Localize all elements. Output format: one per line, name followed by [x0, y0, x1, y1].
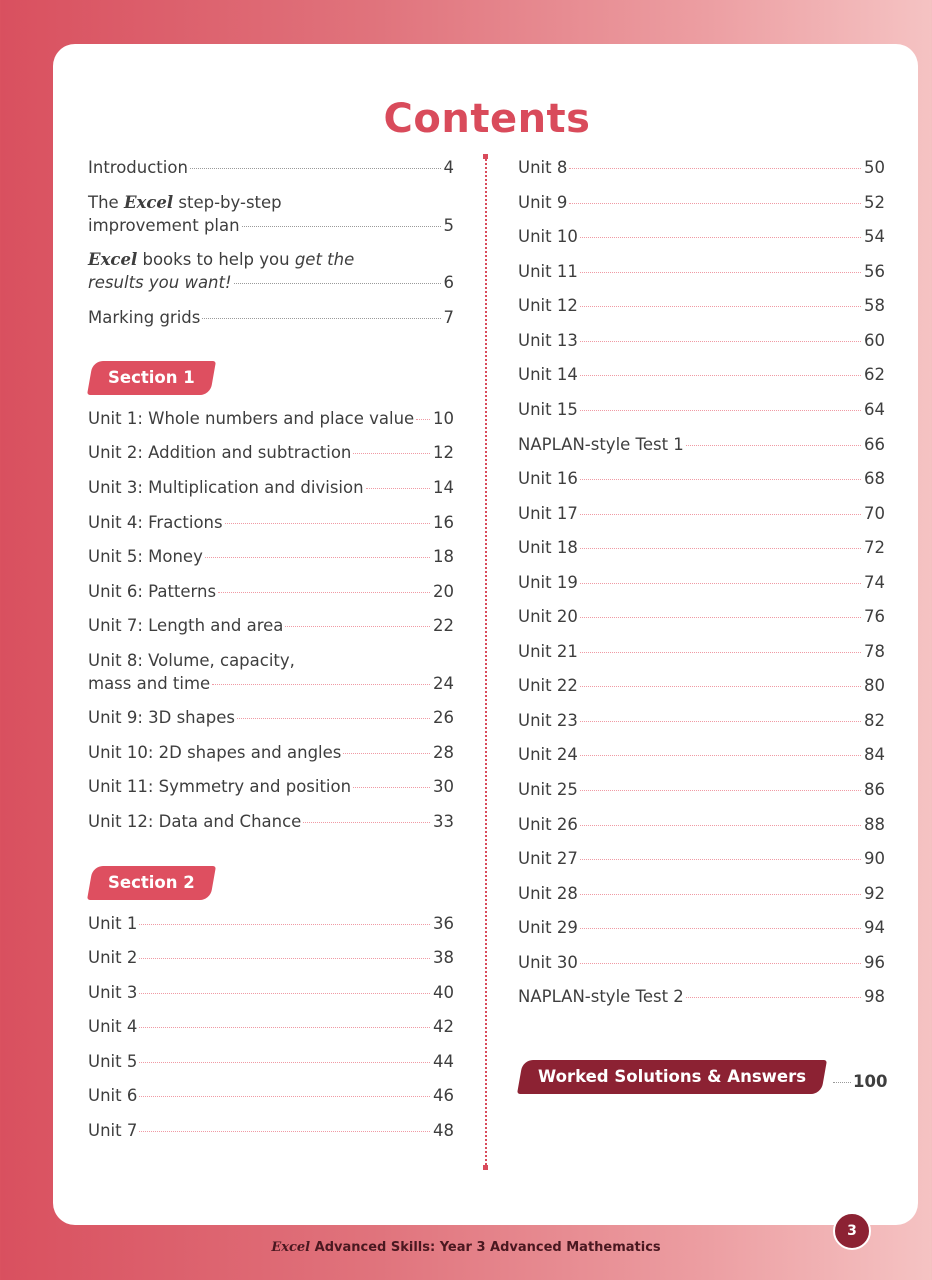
worked-solutions-page: 100 [833, 1072, 887, 1091]
toc-entry-unit-18[interactable]: Unit 18 72 [518, 538, 885, 557]
toc-entry-s1-unit-11[interactable]: Unit 11: Symmetry and position 30 [88, 777, 454, 796]
section-2-badge: Section 2 [87, 866, 216, 900]
toc-entry-improvement-plan[interactable]: The Excel step-by-step improvement plan 5 [88, 193, 454, 235]
toc-entry-s1-unit-9[interactable]: Unit 9: 3D shapes 26 [88, 708, 454, 727]
toc-entry-unit-19[interactable]: Unit 19 74 [518, 573, 885, 592]
toc-entry-unit-14[interactable]: Unit 14 62 [518, 365, 885, 384]
toc-entry-introduction[interactable]: Introduction 4 [88, 158, 454, 177]
toc-entry-unit-17[interactable]: Unit 17 70 [518, 504, 885, 523]
toc-entry-naplan-test-1[interactable]: NAPLAN-style Test 1 66 [518, 435, 885, 454]
toc-entry-s2-unit-5[interactable]: Unit 5 44 [88, 1052, 454, 1071]
toc-entry-s1-unit-3[interactable]: Unit 3: Multiplication and division 14 [88, 478, 454, 497]
page-number-badge: 3 [833, 1212, 871, 1250]
toc-entry-unit-28[interactable]: Unit 28 92 [518, 884, 885, 903]
toc-entry-s2-unit-3[interactable]: Unit 3 40 [88, 983, 454, 1002]
worked-solutions-badge[interactable]: Worked Solutions & Answers [517, 1060, 827, 1094]
toc-entry-marking-grids[interactable]: Marking grids 7 [88, 308, 454, 327]
toc-entry-unit-27[interactable]: Unit 27 90 [518, 849, 885, 868]
toc-entry-s1-unit-4[interactable]: Unit 4: Fractions 16 [88, 513, 454, 532]
section-1-badge: Section 1 [87, 361, 216, 395]
toc-entry-s1-unit-2[interactable]: Unit 2: Addition and subtraction 12 [88, 443, 454, 462]
column-divider [485, 156, 487, 1168]
toc-entry-unit-11[interactable]: Unit 11 56 [518, 262, 885, 281]
toc-entry-unit-12[interactable]: Unit 12 58 [518, 296, 885, 315]
toc-entry-s2-unit-2[interactable]: Unit 2 38 [88, 948, 454, 967]
toc-entry-unit-10[interactable]: Unit 10 54 [518, 227, 885, 246]
toc-entry-s2-unit-4[interactable]: Unit 4 42 [88, 1017, 454, 1036]
toc-entry-s2-unit-1[interactable]: Unit 1 36 [88, 914, 454, 933]
toc-entry-unit-23[interactable]: Unit 23 82 [518, 711, 885, 730]
toc-entry-s1-unit-8[interactable]: Unit 8: Volume, capacity, mass and time 24 [88, 651, 454, 693]
toc-entry-s2-unit-6[interactable]: Unit 6 46 [88, 1086, 454, 1105]
toc-entry-unit-29[interactable]: Unit 29 94 [518, 918, 885, 937]
toc-entry-unit-15[interactable]: Unit 15 64 [518, 400, 885, 419]
toc-entry-unit-13[interactable]: Unit 13 60 [518, 331, 885, 350]
toc-entry-unit-30[interactable]: Unit 30 96 [518, 953, 885, 972]
toc-entry-unit-22[interactable]: Unit 22 80 [518, 676, 885, 695]
toc-entry-unit-24[interactable]: Unit 24 84 [518, 745, 885, 764]
toc-entry-s1-unit-7[interactable]: Unit 7: Length and area 22 [88, 616, 454, 635]
toc-entry-unit-8[interactable]: Unit 8 50 [518, 158, 885, 177]
footer: Excel Advanced Skills: Year 3 Advanced Mathematics [271, 1240, 661, 1255]
toc-entry-unit-9[interactable]: Unit 9 52 [518, 193, 885, 212]
toc-entry-s2-unit-7[interactable]: Unit 7 48 [88, 1121, 454, 1140]
toc-entry-unit-26[interactable]: Unit 26 88 [518, 815, 885, 834]
toc-entry-excel-books[interactable]: Excel books to help you get the results you want! 6 [88, 250, 454, 292]
toc-entry-naplan-test-2[interactable]: NAPLAN-style Test 2 98 [518, 987, 885, 1006]
toc-entry-unit-20[interactable]: Unit 20 76 [518, 607, 885, 626]
toc-entry-unit-25[interactable]: Unit 25 86 [518, 780, 885, 799]
toc-entry-s1-unit-6[interactable]: Unit 6: Patterns 20 [88, 582, 454, 601]
toc-entry-s1-unit-10[interactable]: Unit 10: 2D shapes and angles 28 [88, 743, 454, 762]
page-title: Contents [383, 96, 591, 142]
toc-entry-s1-unit-12[interactable]: Unit 12: Data and Chance 33 [88, 812, 454, 831]
toc-entry-s1-unit-1[interactable]: Unit 1: Whole numbers and place value 10 [88, 409, 454, 428]
toc-entry-unit-21[interactable]: Unit 21 78 [518, 642, 885, 661]
toc-entry-unit-16[interactable]: Unit 16 68 [518, 469, 885, 488]
toc-entry-s1-unit-5[interactable]: Unit 5: Money 18 [88, 547, 454, 566]
